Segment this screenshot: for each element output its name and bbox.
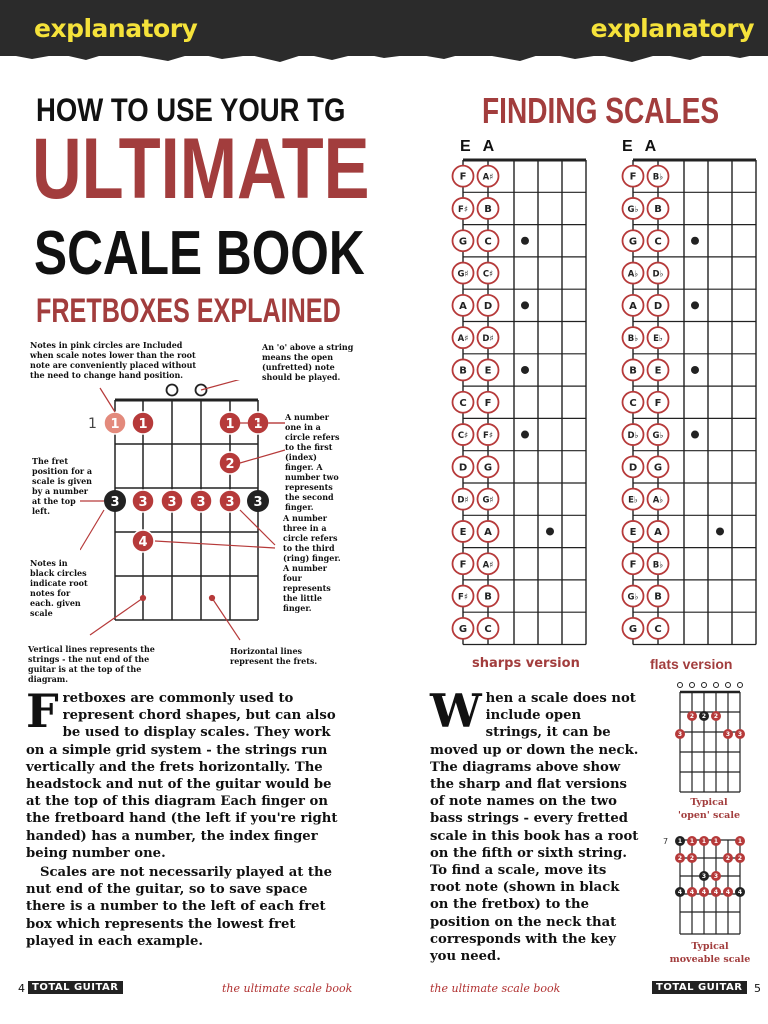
svg-text:4: 4 xyxy=(689,889,695,896)
open-marker xyxy=(690,683,695,688)
string-label-e: E xyxy=(622,138,633,155)
annotation-pink: Notes in pink circles are Included when scale notes lower than the root note are conveniently placed without the need to change hand position. xyxy=(30,340,197,380)
note-label: E♭ xyxy=(628,495,638,506)
flats-neck xyxy=(618,155,758,647)
note-label: G♭ xyxy=(627,204,639,215)
dropcap-w: W xyxy=(430,684,482,738)
string-label-e: E xyxy=(460,138,471,155)
svg-text:1: 1 xyxy=(138,417,148,432)
footer-book-left: the ultimate scale book xyxy=(222,982,353,995)
body-right xyxy=(430,684,640,965)
title-scale-book: SCALE BOOK xyxy=(34,219,365,288)
sharps-string-labels xyxy=(460,138,494,156)
note-label: B xyxy=(654,203,662,215)
svg-text:3: 3 xyxy=(677,731,683,738)
note-label: D♯ xyxy=(457,495,469,506)
note-label: D♭ xyxy=(627,431,639,442)
string-label-a: A xyxy=(644,138,657,155)
svg-text:2: 2 xyxy=(689,855,695,862)
open-marker xyxy=(702,683,707,688)
svg-text:4: 4 xyxy=(701,889,707,896)
svg-text:4: 4 xyxy=(737,889,743,896)
note-label: A xyxy=(654,526,662,538)
note-label: F♯ xyxy=(458,204,468,215)
magazine-logo-left: TOTAL GUITAR xyxy=(28,981,123,994)
svg-text:3: 3 xyxy=(225,495,235,510)
note-label: D xyxy=(458,462,468,474)
note-label: G♯ xyxy=(457,269,469,280)
note-label: G xyxy=(628,623,638,635)
page-number-left: 4 xyxy=(18,982,25,995)
svg-text:1: 1 xyxy=(737,838,743,845)
open-marker xyxy=(678,683,683,688)
note-label: D xyxy=(628,462,638,474)
open-marker xyxy=(738,683,743,688)
svg-text:3: 3 xyxy=(110,495,120,510)
typical-open-caption xyxy=(664,796,754,822)
note-label: G♯ xyxy=(482,495,494,506)
note-label: B xyxy=(629,365,637,377)
torn-edge xyxy=(0,44,768,70)
fret-marker xyxy=(521,366,529,374)
footer-book-right: the ultimate scale book xyxy=(430,982,561,995)
note-label: G♭ xyxy=(652,431,664,442)
note-label: F xyxy=(459,171,467,183)
open-marker xyxy=(714,683,719,688)
note-label: G xyxy=(458,236,468,248)
header-right: explanatory xyxy=(590,14,754,43)
body-right-text: hen a scale does not include open strings, it can be moved up or down the neck. The diagrams above show the sharp and flat versions of note names on the two bass strings - every fretted scale in this book has a root on the fifth or sixth string. To find a scale, move its root note (shown in black on the fretbox) to the position on the neck that corresponds with the key you need. xyxy=(430,691,639,965)
typical-moveable-caption-2: moveable scale xyxy=(669,954,751,965)
typical-open-caption-1: Typical xyxy=(690,797,728,808)
svg-text:1: 1 xyxy=(225,417,235,432)
annotation-open: An 'o' above a string means the open (unfretted) note should be played. xyxy=(262,342,354,382)
svg-text:4: 4 xyxy=(725,889,731,896)
typical-open-caption-2: 'open' scale xyxy=(678,810,740,821)
fret-marker xyxy=(546,527,554,535)
svg-text:2: 2 xyxy=(225,457,235,472)
note-label: A♯ xyxy=(482,172,494,183)
svg-text:2: 2 xyxy=(677,855,683,862)
note-label: E xyxy=(629,526,637,538)
svg-text:1: 1 xyxy=(253,417,263,432)
typical-moveable-caption-1: Typical xyxy=(691,941,729,952)
note-label: B♭ xyxy=(652,172,664,183)
note-label: C♯ xyxy=(457,431,469,442)
note-label: A♯ xyxy=(482,560,494,571)
svg-text:3: 3 xyxy=(713,873,719,880)
fret-marker xyxy=(691,366,699,374)
note-label: B xyxy=(459,365,467,377)
note-label: C♯ xyxy=(482,269,494,280)
magazine-logo-right: TOTAL GUITAR xyxy=(652,981,747,994)
note-label: B♭ xyxy=(627,334,639,345)
note-label: A xyxy=(629,300,637,312)
fret-marker xyxy=(691,431,699,439)
body-left-p2: Scales are not necessarily played at the nut end of the guitar, so to save space there is a number to the left of each fret box which represents the lowest fret played in each example. xyxy=(26,865,333,949)
svg-text:4: 4 xyxy=(713,889,719,896)
note-label: G xyxy=(458,623,468,635)
annotation-vertical: Vertical lines represents the strings - the nut end of the guitar is at the top of the diagram. xyxy=(28,644,155,684)
svg-text:3: 3 xyxy=(725,731,731,738)
annotation-black-circles: Notes in black circles indicate root notes for each. given scale xyxy=(30,558,88,618)
note-label: B♭ xyxy=(652,560,664,571)
svg-text:4: 4 xyxy=(138,535,148,550)
note-label: B xyxy=(484,591,492,603)
note-label: D xyxy=(483,300,493,312)
svg-text:3: 3 xyxy=(737,731,743,738)
svg-text:4: 4 xyxy=(677,889,683,896)
note-label: C xyxy=(629,397,637,409)
svg-text:1: 1 xyxy=(713,838,719,845)
svg-text:3: 3 xyxy=(253,495,263,510)
note-label: B xyxy=(484,203,492,215)
note-label: D xyxy=(653,300,663,312)
svg-text:2: 2 xyxy=(689,713,695,720)
note-label: C xyxy=(654,236,662,248)
annotation-horizontal: Horizontal lines represent the frets. xyxy=(230,646,318,666)
open-marker xyxy=(726,683,731,688)
fret-marker xyxy=(691,237,699,245)
note-label: E♭ xyxy=(653,334,663,345)
note-label: A♭ xyxy=(652,495,664,506)
note-label: D♯ xyxy=(482,334,494,345)
open-marker xyxy=(167,385,178,396)
title-ultimate: ULTIMATE xyxy=(32,121,370,217)
flats-string-labels xyxy=(622,138,656,156)
svg-text:2: 2 xyxy=(701,713,707,720)
note-label: G xyxy=(653,462,663,474)
note-label: D♭ xyxy=(652,269,664,280)
body-left xyxy=(26,684,344,950)
note-label: F xyxy=(459,559,467,571)
svg-text:1: 1 xyxy=(689,838,695,845)
note-label: F xyxy=(629,559,637,571)
note-label: E xyxy=(459,526,467,538)
fret-marker xyxy=(691,301,699,309)
fret-marker xyxy=(521,301,529,309)
fret-marker xyxy=(521,431,529,439)
svg-text:2: 2 xyxy=(737,855,743,862)
note-label: F xyxy=(629,171,637,183)
finding-scales-title: FINDING SCALES xyxy=(482,90,720,131)
note-label: E xyxy=(484,365,492,377)
typical-moveable-fretbox xyxy=(660,826,752,938)
fret-marker xyxy=(716,527,724,535)
sharps-caption: sharps version xyxy=(472,656,580,671)
note-label: A♭ xyxy=(627,269,639,280)
example-fretbox xyxy=(80,380,300,650)
page-number-right: 5 xyxy=(754,982,761,995)
note-label: G xyxy=(483,462,493,474)
fret-marker xyxy=(521,237,529,245)
title-line1: HOW TO USE YOUR TG xyxy=(36,92,346,128)
string-label-a: A xyxy=(482,138,495,155)
svg-text:1: 1 xyxy=(677,838,683,845)
note-label: A xyxy=(459,300,467,312)
typical-open-fretbox xyxy=(668,680,748,796)
svg-text:3: 3 xyxy=(167,495,177,510)
typical-moveable-caption xyxy=(662,940,758,966)
annotation-fret-position: The fret position for a scale is given by a number at the top left. xyxy=(32,456,93,516)
dropcap-f: F xyxy=(26,684,59,738)
svg-text:3: 3 xyxy=(701,873,707,880)
note-label: F xyxy=(654,397,662,409)
note-label: G xyxy=(628,236,638,248)
svg-text:3: 3 xyxy=(138,495,148,510)
note-label: C xyxy=(459,397,467,409)
flats-caption: flats version xyxy=(650,656,733,672)
header-left: explanatory xyxy=(34,14,198,43)
body-left-p1: retboxes are commonly used to represent chord shapes, but can also be used to display scales. They work on a simple grid system - the strings run vertically and the frets horizontally. The headstock and nut of the guitar would be at the top of this diagram Each finger on the fretboard hand (the left if you're right handed) has a number, the index finger being number one. xyxy=(26,691,338,861)
title-fretboxes: FRETBOXES EXPLAINED xyxy=(36,292,341,330)
note-label: F♯ xyxy=(483,431,493,442)
moveable-position-number: 7 xyxy=(663,837,669,846)
svg-text:2: 2 xyxy=(713,713,719,720)
annotation-finger-three-four: A number three in a circle refers to the third (ring) finger. A number four represents the little finger. xyxy=(283,513,341,613)
note-label: F xyxy=(484,397,492,409)
position-number: 1 xyxy=(88,416,97,432)
note-label: A♯ xyxy=(457,334,469,345)
note-label: B xyxy=(654,591,662,603)
note-label: C xyxy=(484,623,492,635)
annotation-finger-one-two: A number one in a circle refers to the first (index) finger. A number two represents the second finger. xyxy=(285,412,340,512)
note-label: E xyxy=(654,365,662,377)
note-label: C xyxy=(654,623,662,635)
svg-text:3: 3 xyxy=(196,495,206,510)
svg-text:2: 2 xyxy=(725,855,731,862)
note-label: G♭ xyxy=(627,592,639,603)
note-label: A xyxy=(484,526,492,538)
sharps-neck xyxy=(448,155,588,647)
svg-text:1: 1 xyxy=(110,417,120,432)
note-label: F♯ xyxy=(458,592,468,603)
note-label: C xyxy=(484,236,492,248)
svg-text:1: 1 xyxy=(701,838,707,845)
